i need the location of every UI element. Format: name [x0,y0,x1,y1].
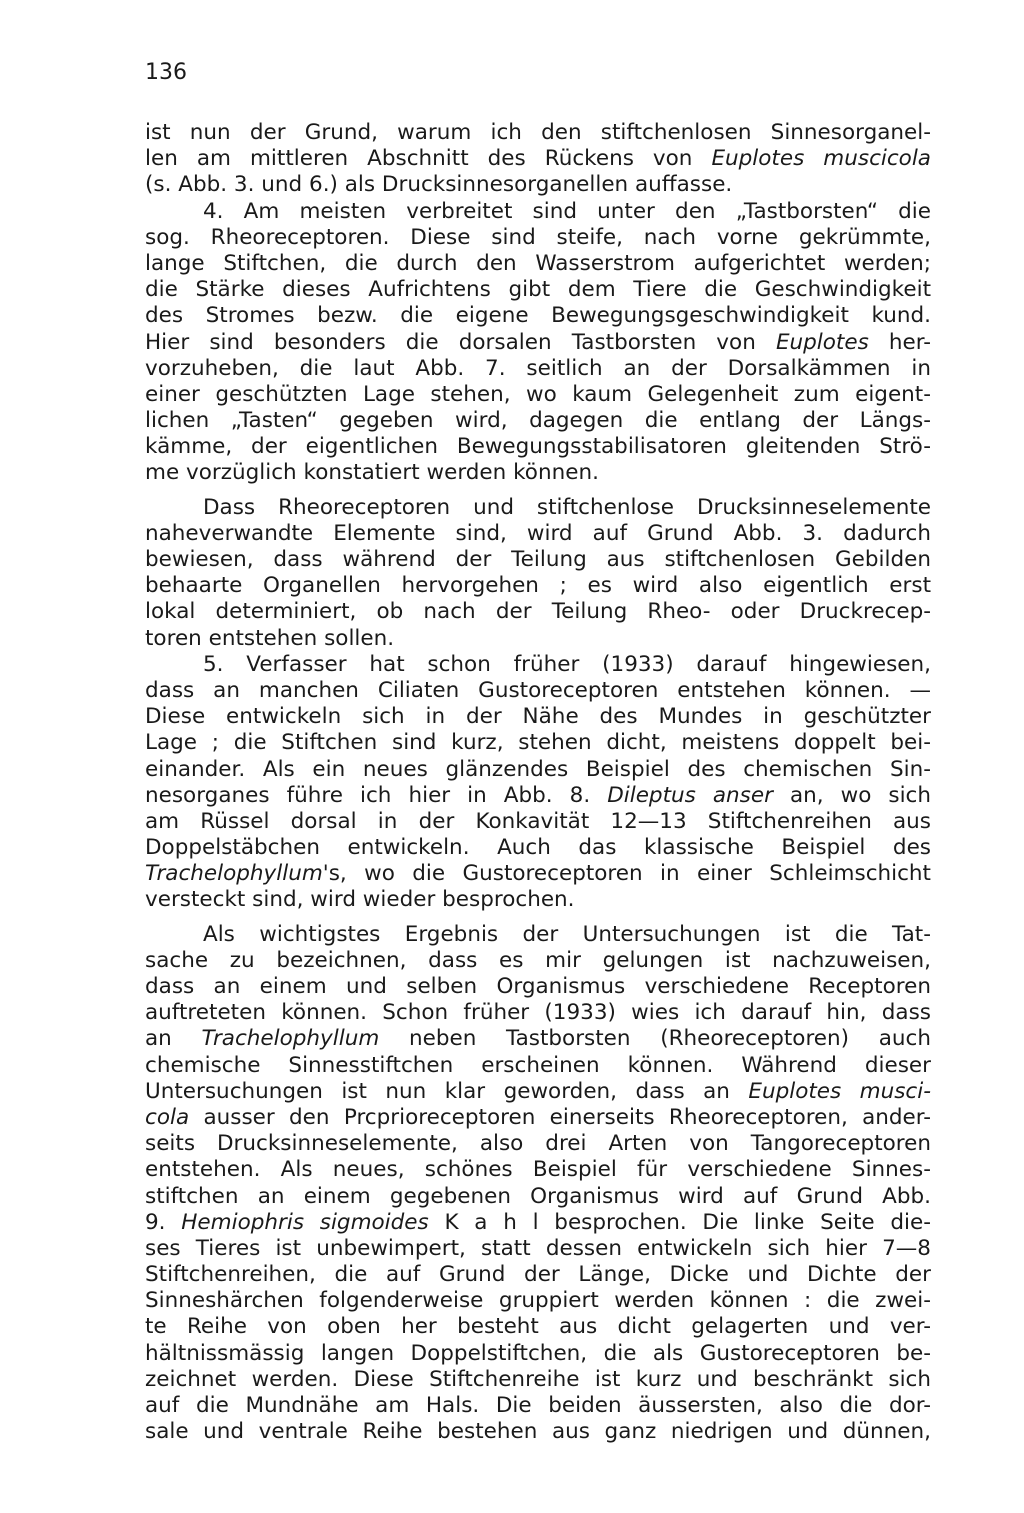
text-line [145,948,931,974]
text-segment: K a h l besprochen. Die linke Seite die- [428,1209,931,1235]
text-segment: 4. Am meisten verbreitet sind unter den „Tastborsten“ die [203,198,931,224]
text-line [145,330,931,356]
text-segment: ses Tieres ist unbewimpert, statt dessen entwickeln sich hier 7—8 [145,1235,931,1261]
text-segment: Doppelstäbchen entwickeln. Auch das klassische Beispiel des [145,835,931,861]
text-segment: te Reihe von oben her besteht aus dicht gelagerten und ver- [145,1314,931,1340]
text-line [145,1288,931,1314]
text-line [145,1262,931,1288]
italic-term: Euplotes musci- [748,1078,931,1104]
text-segment: Lage ; die Stiftchen sind kurz, stehen dicht, meistens doppelt bei- [145,730,931,756]
text-line [145,225,931,251]
text-segment: bewiesen, dass während der Teilung aus stiftchenlosen Gebilden [145,547,931,572]
text-segment: behaarte Organellen hervorgehen ; es wird also eigentlich erst [145,573,931,599]
text-segment: entstehen. Als neues, schönes Beispiel für verschiedene Sinnes- [145,1157,931,1183]
text-line [145,547,931,573]
text-segment: Dass Rheoreceptoren und stiftchenlose Drucksinneselemente [203,494,931,520]
text-segment: ist nun der Grund, warum ich den stiftchenlosen Sinnesorganel- [145,120,931,145]
text-segment: lichen „Tasten“ gegeben wird, dagegen die entlang der Längs- [145,408,931,434]
text-line [145,887,931,913]
italic-term: Hemiophris sigmoides [181,1209,429,1235]
text-segment: an, wo sich [772,782,931,808]
text-line [145,1131,931,1157]
italic-term: Euplotes muscicola [711,146,931,172]
text-line [145,573,931,599]
text-segment: Stiftchenreihen, die auf Grund der Länge, Dicke und Dichte der [145,1262,931,1288]
text-line [145,809,931,835]
text-segment: Hier sind besonders die dorsalen Tastborsten von [145,329,776,355]
text-segment: die Stärke dieses Aufrichtens gibt dem Tiere die Geschwindigkeit [145,277,931,303]
italic-term: Trachelophyllum [201,1026,380,1052]
text-segment: naheverwandte Elemente sind, wird auf Grund Abb. 3. dadurch [145,520,931,546]
text-line [145,783,931,809]
text-segment: vorzuheben, die laut Abb. 7. seitlich an der Dorsalkämmen in [145,355,931,381]
text-line [145,599,931,625]
text-segment: kämme, der eigentlichen Bewegungsstabilisatoren gleitenden Strö- [145,434,931,460]
text-line [145,1210,931,1236]
text-line [145,1236,931,1262]
text-line [145,146,931,172]
text-segment: Untersuchungen ist nun klar geworden, dass an [145,1078,749,1104]
text-segment: len am mittleren Abschnitt des Rückens von [145,146,712,172]
text-segment: 's, wo die Gustoreceptoren in einer Schleimschicht [322,861,931,887]
text-line [145,1105,931,1131]
text-segment: am Rüssel dorsal in der Konkavität 12—13 Stiftchenreihen aus [145,808,931,834]
text-line [145,1053,931,1079]
text-line [145,922,931,948]
text-segment: Als wichtigstes Ergebnis der Untersuchungen ist die Tat- [203,921,931,947]
text-line [145,652,931,678]
text-segment: 9. [145,1209,182,1235]
text-line [145,861,931,887]
text-segment: Diese entwickeln sich in der Nähe des Mundes in geschützter [145,704,931,730]
text-line [145,251,931,277]
text-line [145,1314,931,1340]
text-segment: versteckt sind, wird wieder besprochen. [145,887,575,913]
italic-term: Trachelophyllum [145,861,323,887]
text-segment: dass an einem und selben Organismus verschiedene Receptoren [145,974,931,999]
text-segment: chemische Sinnesstiftchen erscheinen können. Während dieser [145,1052,931,1078]
text-segment: sale und ventrale Reihe bestehen aus ganz niedrigen und dünnen, [145,1419,931,1445]
text-segment: neben Tastborsten (Rheoreceptoren) auch [379,1026,931,1052]
text-segment: dass an manchen Ciliaten Gustoreceptoren entstehen können. — [145,677,931,703]
text-line [145,495,931,521]
text-line [145,1184,931,1210]
text-segment: (s. Abb. 3. und 6.) als Drucksinnesorganellen auffasse. [145,172,733,198]
text-segment: seits Drucksinneselemente, also drei Arten von Tangoreceptoren [145,1131,931,1157]
text-segment: me vorzüglich konstatiert werden können. [145,460,599,486]
text-segment: her- [868,329,931,355]
italic-term: Dileptus anser [607,782,773,808]
text-line [145,1419,931,1445]
text-line [145,626,931,652]
text-segment: auf die Mundnähe am Hals. Die beiden äussersten, also die dor- [145,1393,931,1418]
text-line [145,120,931,146]
text-line [145,757,931,783]
text-line [145,382,931,408]
text-segment: lange Stiftchen, die durch den Wasserstrom aufgerichtet werden; [145,250,931,276]
text-line [145,199,931,225]
text-line [145,1367,931,1393]
text-line [145,704,931,730]
text-segment: des Stromes bezw. die eigene Bewegungsgeschwindigkeit kund. [145,303,931,329]
text-segment: einander. Als ein neues glänzendes Beispiel des chemischen Sin- [145,756,931,782]
text-line [145,434,931,460]
text-line [145,277,931,303]
text-line [145,1341,931,1367]
text-line [145,356,931,382]
text-segment: an [145,1026,202,1052]
text-line [145,172,931,198]
page-number: 136 [145,60,187,85]
text-segment: ausser den Prcprioreceptoren einerseits Rheoreceptoren, ander- [189,1104,931,1130]
text-segment: zeichnet werden. Diese Stiftchenreihe ist kurz und beschränkt sich [145,1366,931,1392]
text-segment: 5. Verfasser hat schon früher (1933) darauf hingewiesen, [203,651,931,677]
italic-term: Euplotes [775,329,869,355]
text-line [145,408,931,434]
text-line [145,835,931,861]
text-line [145,1000,931,1026]
text-segment: hältnissmässig langen Doppelstiftchen, die als Gustoreceptoren be- [145,1340,931,1366]
text-segment: einer geschützten Lage stehen, wo kaum Gelegenheit zum eigent- [145,381,931,407]
text-line [145,1026,931,1052]
text-line [145,1079,931,1105]
text-segment: sache zu bezeichnen, dass es mir gelungen ist nachzuweisen, [145,947,931,973]
text-segment: Sinneshärchen folgenderweise gruppiert werden können : die zwei- [145,1288,931,1314]
text-segment: lokal determiniert, ob nach der Teilung Rheo- oder Druckrecep- [145,599,931,625]
text-segment: nesorganes führe ich hier in Abb. 8. [145,782,608,808]
text-segment: toren entstehen sollen. [145,625,395,651]
text-line [145,678,931,704]
text-line [145,1157,931,1183]
text-line [145,730,931,756]
text-line [145,1393,931,1419]
text-segment: stiftchen an einem gegebenen Organismus wird auf Grund Abb. [145,1183,931,1209]
text-line [145,460,931,486]
text-line [145,521,931,547]
italic-term: cola [145,1104,190,1130]
text-line [145,974,931,1000]
text-line [145,303,931,329]
text-segment: auftreteten können. Schon früher (1933) wies ich darauf hin, dass [145,1000,931,1026]
body-text [145,120,931,1445]
text-segment: sog. Rheoreceptoren. Diese sind steife, nach vorne gekrümmte, [145,224,931,250]
